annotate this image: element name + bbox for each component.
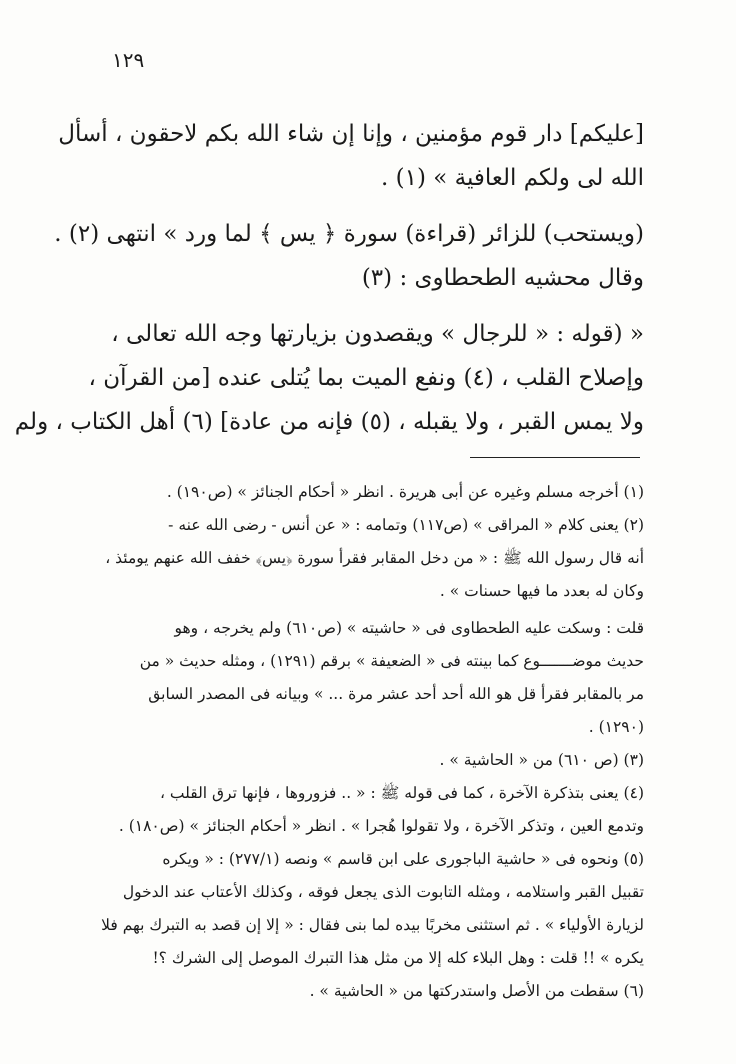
main-line: الله لى ولكم العافية » (١) . (381, 165, 644, 191)
main-line: « (قوله : « للرجال » ويقصدون بزيارتها وجه الله تعالى ، (111, 321, 644, 347)
main-line: [عليكم] دار قوم مؤمنين ، وإنا إن شاء الله بكم لاحقون ، أسأل (58, 121, 644, 147)
footnote-line: حديث موضـــــــوع كما بينته فى « الضعيفة » برقم (١٢٩١) ، ومثله حديث « من (139, 652, 644, 670)
footnotes (82, 476, 644, 1008)
footnote-line: (٤) يعنى بتذكرة الآخرة ، كما فى قوله ﷺ : « .. فزوروها ، فإنها ترق القلب ، (159, 784, 644, 802)
main-text (14, 112, 644, 444)
footnote-line: (٢) يعنى كلام « المراقى » (ص١١٧) وتمامه : « عن أنس - رضى الله عنه - (168, 516, 644, 534)
footnote-line: (٣) (ص ٦١٠) من « الحاشية » . (439, 751, 644, 769)
footnote-line: وتدمع العين ، وتذكر الآخرة ، ولا تقولوا هُجرا » . انظر « أحكام الجنائز » (ص١٨٠) . (118, 817, 644, 835)
footnote-line: وكان له بعدد ما فيها حسنات » . (439, 582, 644, 600)
footnote-line: مر بالمقابر فقرأ قل هو الله أحد أحد عشر مرة ... » وبيانه فى المصدر السابق (148, 685, 644, 703)
main-line: ولا يمس القبر ، ولا يقبله ، (٥) فإنه من عادة] (٦) أهل الكتاب ، ولم (14, 409, 644, 435)
footnote-line: (٥) ونحوه فى « حاشية الباجورى على ابن قاسم » ونصه (٢٧٧/١) : « ويكره (162, 850, 644, 868)
footnote-line: قلت : وسكت عليه الطحطاوى فى « حاشيته » (ص٦١٠) ولم يخرجه ، وهو (174, 619, 644, 637)
footnote-divider (470, 457, 640, 458)
footnote-line: أنه قال رسول الله ﷺ : « من دخل المقابر فقرأ سورة ﴿يس﴾ خفف الله عنهم يومئذ ، (105, 549, 644, 567)
main-line: وقال محشيه الطحطاوى : (٣) (361, 265, 644, 291)
footnote-line: تقبيل القبر واستلامه ، ومثله التابوت الذى يجعل فوقه ، وكذلك الأعتاب عند الدخول (122, 883, 644, 901)
footnote-line: لزيارة الأولياء » . ثم استثنى مخربًا بيده لما بنى فقال : « إلا إن قصد به التبرك بهم فلا (101, 916, 644, 934)
main-line: (ويستحب) للزائر (قراءة) سورة ﴿ يس ﴾ لما ورد » انتهى (٢) . (54, 221, 644, 247)
main-line: وإصلاح القلب ، (٤) ونفع الميت بما يُتلى عنده [من القرآن ، (88, 365, 644, 391)
footnote-line: (١) أخرجه مسلم وغيره عن أبى هريرة . انظر « أحكام الجنائز » (ص١٩٠) . (166, 483, 644, 501)
page-number: ١٢٩ (112, 48, 145, 72)
footnote-line: يكره » !! قلت : وهل البلاء كله إلا من مثل هذا التبرك الموصل إلى الشرك ؟! (152, 949, 644, 967)
footnote-line: (٦) سقطت من الأصل واستدركتها من « الحاشية » . (309, 982, 644, 1000)
footnote-line: (١٢٩٠) . (588, 718, 644, 736)
